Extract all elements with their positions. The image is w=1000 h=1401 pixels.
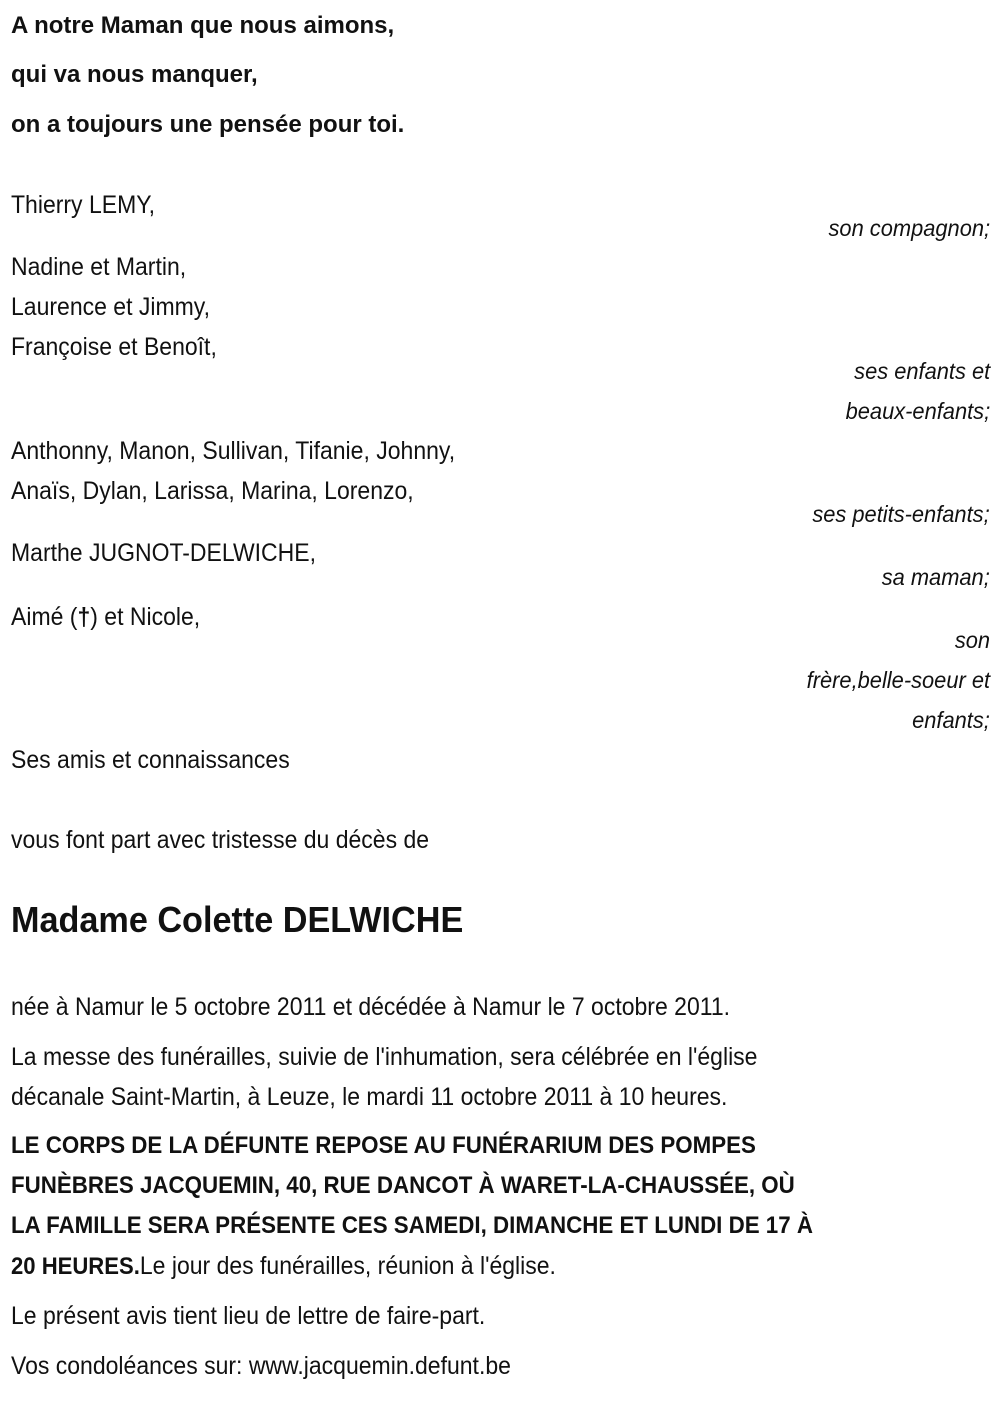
dedication-line: on a toujours une pensée pour toi. <box>11 111 405 138</box>
family-member-name: Laurence et Jimmy, <box>11 293 210 321</box>
family-relation: beaux-enfants; <box>845 398 990 424</box>
funeral-day-text: Le jour des funérailles, réunion à l'église. <box>139 1252 556 1280</box>
family-relation: ses petits-enfants; <box>812 501 990 527</box>
birth-death-text: née à Namur le 5 octobre 2011 et décédée à Namur le 7 octobre 2011. <box>11 993 731 1021</box>
family-relation: son compagnon; <box>828 215 990 241</box>
family-member-name: Thierry LEMY, <box>11 191 156 219</box>
announcement-text: vous font part avec tristesse du décès de <box>11 826 430 854</box>
sibling-name-part: ) et Nicole, <box>90 603 201 631</box>
funerarium-final-line <box>11 1251 556 1282</box>
notice-text: Le présent avis tient lieu de lettre de faire-part. <box>11 1302 486 1330</box>
mass-text: La messe des funérailles, suivie de l'inhumation, sera célébrée en l'église <box>11 1043 758 1071</box>
family-relation: sa maman; <box>881 564 990 590</box>
funerarium-text: 20 HEURES. <box>11 1253 140 1280</box>
mass-text: décanale Saint-Martin, à Leuze, le mardi 11 octobre 2011 à 10 heures. <box>11 1083 728 1111</box>
dedication-line: qui va nous manquer, <box>11 61 258 88</box>
condolences-line <box>11 1351 511 1381</box>
family-relation: ses enfants et <box>853 358 990 384</box>
condolences-link[interactable]: www.jacquemin.defunt.be <box>248 1352 511 1380</box>
sibling-name-part: Aimé ( <box>11 603 78 631</box>
condolences-label: Vos condoléances sur: <box>11 1352 249 1380</box>
family-relation: enfants; <box>912 707 990 733</box>
funerarium-text: LA FAMILLE SERA PRÉSENTE CES SAMEDI, DIMANCHE ET LUNDI DE 17 À <box>11 1212 813 1239</box>
funerarium-text: FUNÈBRES JACQUEMIN, 40, RUE DANCOT À WARET-LA-CHAUSSÉE, OÙ <box>11 1172 795 1199</box>
family-member-name: Nadine et Martin, <box>11 253 187 281</box>
friends-line: Ses amis et connaissances <box>11 746 290 774</box>
family-member-name: Anaïs, Dylan, Larissa, Marina, Lorenzo, <box>11 477 414 505</box>
dedication-line: A notre Maman que nous aimons, <box>11 12 395 39</box>
family-relation: son <box>954 627 990 653</box>
cross-icon: † <box>77 603 91 631</box>
family-relation: frère,belle-soeur et <box>806 667 990 693</box>
family-member-name: Marthe JUGNOT-DELWICHE, <box>11 539 317 567</box>
family-member-name: Anthonny, Manon, Sullivan, Tifanie, Johnny, <box>11 437 456 465</box>
funerarium-text: LE CORPS DE LA DÉFUNTE REPOSE AU FUNÉRARIUM DES POMPES <box>11 1132 756 1159</box>
family-member-name <box>11 602 200 632</box>
family-member-name: Françoise et Benoît, <box>11 333 217 361</box>
deceased-name: Madame Colette DELWICHE <box>11 899 464 940</box>
